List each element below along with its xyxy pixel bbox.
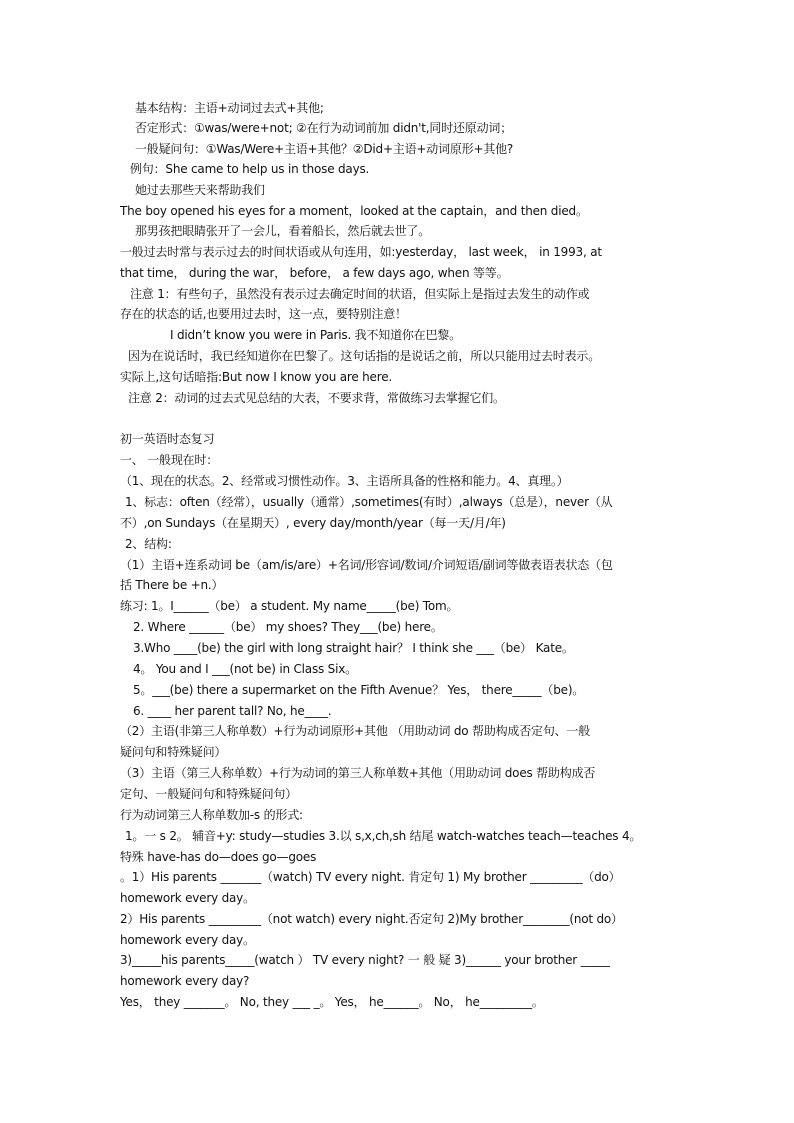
text-line: 因为在说话时，我已经知道你在巴黎了。这句话指的是说话之前，所以只能用过去时表示。 xyxy=(128,349,601,363)
exercise-line: Yes， they _______。 No, they ___ _。 Yes， he______。 No， he_________。 xyxy=(120,995,544,1009)
text-line: 1、标志：often（经常），usually（通常）,sometimes(有时）,always（总是），never（从 xyxy=(125,495,613,509)
text-line: 实际上,这句话暗指:But now I know you are here. xyxy=(120,370,393,384)
text-line: 1。一 s 2。 辅音+y: study—studies 3.以 s,x,ch,sh 结尾 watch-watches teach—teaches 4。 xyxy=(125,829,642,843)
text-line: 不）,on Sundays（在星期天）, every day/month/year（每一天/月/年) xyxy=(120,516,506,530)
text-line: 例句：She came to help us in those days. xyxy=(130,162,370,176)
text-line: 行为动词第三人称单数加-s 的形式: xyxy=(120,808,303,822)
text-line: （2）主语(非第三人称单数）+行为动词原形+其他 （用助动词 do 帮助构成否定句、一般 xyxy=(120,724,591,738)
exercise-line: homework every day。 xyxy=(120,933,255,947)
exercise-line: 。1）His parents _______（watch) TV every night. 肯定句 1) My brother _________（do） xyxy=(120,870,621,884)
exercise-line: homework every day。 xyxy=(120,891,255,905)
text-line: The boy opened his eyes for a moment，looked at the captain，and then died。 xyxy=(120,204,588,218)
text-line: that time， during the war， before， a few days ago, when 等等。 xyxy=(120,266,509,280)
text-line: 基本结构：主语+动词过去式+其他; xyxy=(135,101,324,115)
text-line: I didn’t know you were in Paris. 我不知道你在巴黎。 xyxy=(170,328,461,342)
text-line: 括 There be +n.） xyxy=(120,578,224,592)
text-line: 一般疑问句：①Was/Were+主语+其他？②Did+主语+动词原形+其他? xyxy=(135,142,514,156)
exercise-line: 6. ____ her parent tall? No, he____. xyxy=(133,704,332,718)
text-line: 一般过去时常与表示过去的时间状语或从句连用，如:yesterday， last week， in 1993, at xyxy=(120,245,602,259)
exercise-line: homework every day? xyxy=(120,974,250,988)
exercise-line: 4。 You and I ___(not be) in Class Six。 xyxy=(133,662,357,676)
text-line: （1）主语+连系动词 be（am/is/are）+名词/形容词/数词/介词短语/副词等做表语表状态（包 xyxy=(120,558,613,572)
text-line: 疑问句和特殊疑问） xyxy=(120,745,227,759)
text-line: 2、结构: xyxy=(125,537,172,551)
section-title: 初一英语时态复习 xyxy=(120,432,215,446)
exercise-line: 3)_____his parents_____(watch ） TV every night? 一 般 疑 3)______ your brother _____ xyxy=(120,953,610,967)
exercise-line: 2）His parents _________（not watch) every night.否定句 2)My brother________(not do） xyxy=(120,912,623,926)
text-line: 存在的状态的话,也要用过去时，这一点，要特别注意！ xyxy=(120,307,407,321)
text-line: （3）主语（第三人称单数）+行为动词的第三人称单数+其他（用助动词 does 帮助构成否 xyxy=(120,766,596,780)
text-line: 定句、一般疑问句和特殊疑问句） xyxy=(120,787,298,801)
exercise-line: 5。___(be) there a supermarket on the Fifth Avenue？ Yes， there_____（be)。 xyxy=(133,683,585,697)
text-line: （1、现在的状态。2、经常或习惯性动作。3、主语所具备的性格和能力。4、真理。） xyxy=(120,474,569,488)
text-line: 特殊 have-has do—does go—goes xyxy=(120,850,317,864)
text-line: 注意 1：有些句子，虽然没有表示过去确定时间的状语，但实际上是指过去发生的动作或 xyxy=(130,287,590,301)
text-line: 注意 2：动词的过去式见总结的大表，不要求背，常做练习去掌握它们。 xyxy=(128,391,505,405)
exercise-line: 2. Where ______（be） my shoes? They___(be) here。 xyxy=(133,620,443,634)
section-heading: 一、 一般现在时： xyxy=(120,453,219,467)
exercise-line: 3.Who ____(be) the girl with long straight hair？ I think she ___（be） Kate。 xyxy=(133,641,574,655)
text-line: 否定形式：①was/were+not; ②在行为动词前加 didn't,同时还原动词； xyxy=(135,121,513,135)
text-line: 那男孩把眼睛张开了一会儿，看着船长，然后就去世了。 xyxy=(135,224,431,238)
exercise-line: 练习: 1。I______（be） a student. My name_____(be) Tom。 xyxy=(120,599,459,613)
text-line: 她过去那些天来帮助我们 xyxy=(135,183,265,197)
